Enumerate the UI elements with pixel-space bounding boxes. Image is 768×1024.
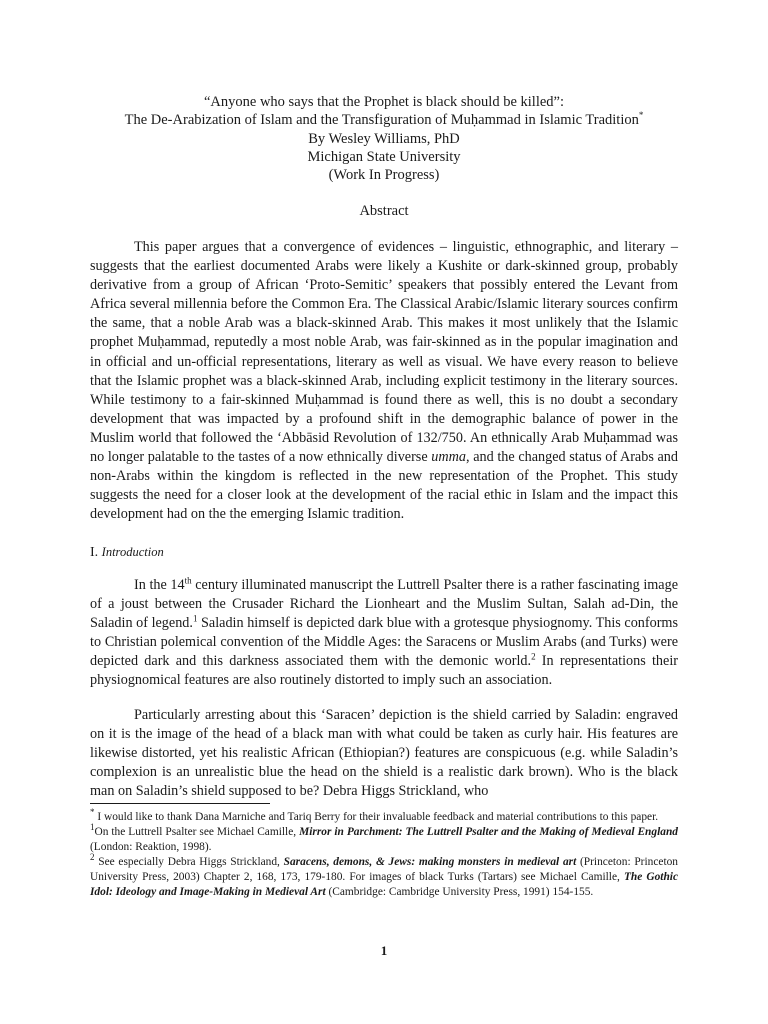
abstract-text-end: , and the changed status of Arabs and non-Arabs within the kingdom is reflected in the new representation of the Prophet. This study suggests the need for a closer look at the development of the racial ethic in Islam and the impact this development had on the the emerging Islamic tradition. [90,449,678,523]
section-heading [90,543,164,562]
paper-title-line-1: “Anyone who says that the Prophet is black should be killed”: [203,94,564,110]
footnote-star [90,807,678,825]
footnote-1-mark: 1 [90,822,95,833]
footnote-2-text-a: See especially Debra Higgs Strickland, [94,856,284,869]
title-block [90,93,678,184]
footnote-2-book-title: Saracens, demons, & Jews: making monsters in medieval art [283,856,577,869]
abstract-umma-term: umma [431,449,466,466]
abstract-heading: Abstract [359,203,409,219]
paper-title-line-2-text: The De-Arabization of Islam and the Transfiguration of Muḥammad in Islamic Tradition [124,112,639,129]
footnote-2-text-c: (Cambridge: Cambridge University Press, 1991) 154-155. [325,886,594,899]
intro-paragraph-2: Particularly arresting about this ‘Saracen’ depiction is the shield carried by Saladin: engraved on it is the image of the head of a black man with what could be taken as curly hair. His features are likewise distorted, yet his realistic African (Ethiopian?) features are conspicuous (e.g. while Saladin’s complexion is an unrealistic blue the head on the shield is a realistic dark brown). Who is the black man on Saladin’s shield supposed to be? Debra Higgs Strickland, who [90,707,678,799]
affiliation-line: Michigan State University [307,148,461,165]
intro-p1-text-a: In the 14 [134,577,185,593]
intro-paragraph-1 [90,576,678,689]
footnote-ref-2[interactable]: 2 [531,650,536,661]
abstract-paragraph [90,238,678,524]
status-line: (Work In Progress) [328,167,440,184]
title-footnote-mark: * [638,110,644,121]
page-number: 1 [380,943,388,958]
footnotes [90,807,679,901]
intro-p1-text-c: Saladin himself is depicted dark blue with a grotesque physiognomy. This conforms to Christian polemical convention of the Middle Ages: the Saracens or Muslim Arabs (and Turks) were depicted dark and this darkness associated them with the demonic world. [90,614,678,669]
footnote-2-mark: 2 [90,852,95,863]
footnote-1-text-a: On the Luttrell Psalter see Michael Camille, [94,826,300,839]
paper-title-line-2 [90,111,678,129]
footnote-1 [90,822,678,855]
section-title: Introduction [101,545,164,559]
footnote-ref-1[interactable]: 1 [192,613,198,624]
footnote-2-text-b: (Princeton: Princeton University Press, 2003) Chapter 2, 168, 173, 179-180. For images of black Turks (Tartars) see Michael Camille, [90,856,679,884]
footnote-2-book-title-2: The Gothic Idol: Ideology and Image-Making in Medieval Art [90,871,679,899]
footnote-star-mark: * [90,807,95,818]
footnote-1-text-b: (London: Reaktion, 1998). [90,841,212,854]
section-number: I. [90,545,99,560]
footnote-divider [90,803,270,804]
abstract-text: This paper argues that a convergence of evidences – linguistic, ethnographic, and literary – suggests that the earliest documented Arabs were likely a Kushite or dark-skinned group, probably derivative from a group of African ‘Proto-Semitic’ speakers that possibly entered the Levant from Africa several millennia before the Common Era. The Classical Arabic/Islamic literary sources confirm the same, that a noble Arab was a black-skinned Arab. This makes it most unlikely that the Islamic prophet Muḥammad, reputedly a most noble Arab, was fair-skinned as in the popular imagination and in official and un-official representations, literary as well as visual. We have every reason to believe that the Islamic prophet was a black-skinned Arab, including explicit testimony in the literary sources. While testimony to a fair-skinned Muḥammad is found there as well, this is no doubt a secondary development that was impacted by a profound shift in the demographic balance of power in the Muslim world that followed the ‘Abbāsid Revolution of 132/750. An ethnically Arab Muḥammad was no longer palatable to the tastes of a now ethnically diverse [90,239,678,466]
intro-p1-text-d: In representations their physiognomical features are also routinely distorted to imply such an association. [90,652,678,688]
footnote-2 [90,852,679,900]
ordinal-suffix: th [184,575,192,586]
footnote-1-book-title: Mirror in Parchment: The Luttrell Psalter and the Making of Medieval England [299,826,678,839]
footnote-star-text: I would like to thank Dana Marniche and Tariq Berry for their invaluable feedback and material contributions to this paper. [94,811,659,823]
intro-p1-text-b: century illuminated manuscript the Luttrell Psalter there is a rather fascinating image of a joust between the Crusader Richard the Lionheart and the Muslim Sultan, Salah ad-Din, the Saladin of legend. [90,577,678,631]
author-line: By Wesley Williams, PhD [308,130,460,147]
